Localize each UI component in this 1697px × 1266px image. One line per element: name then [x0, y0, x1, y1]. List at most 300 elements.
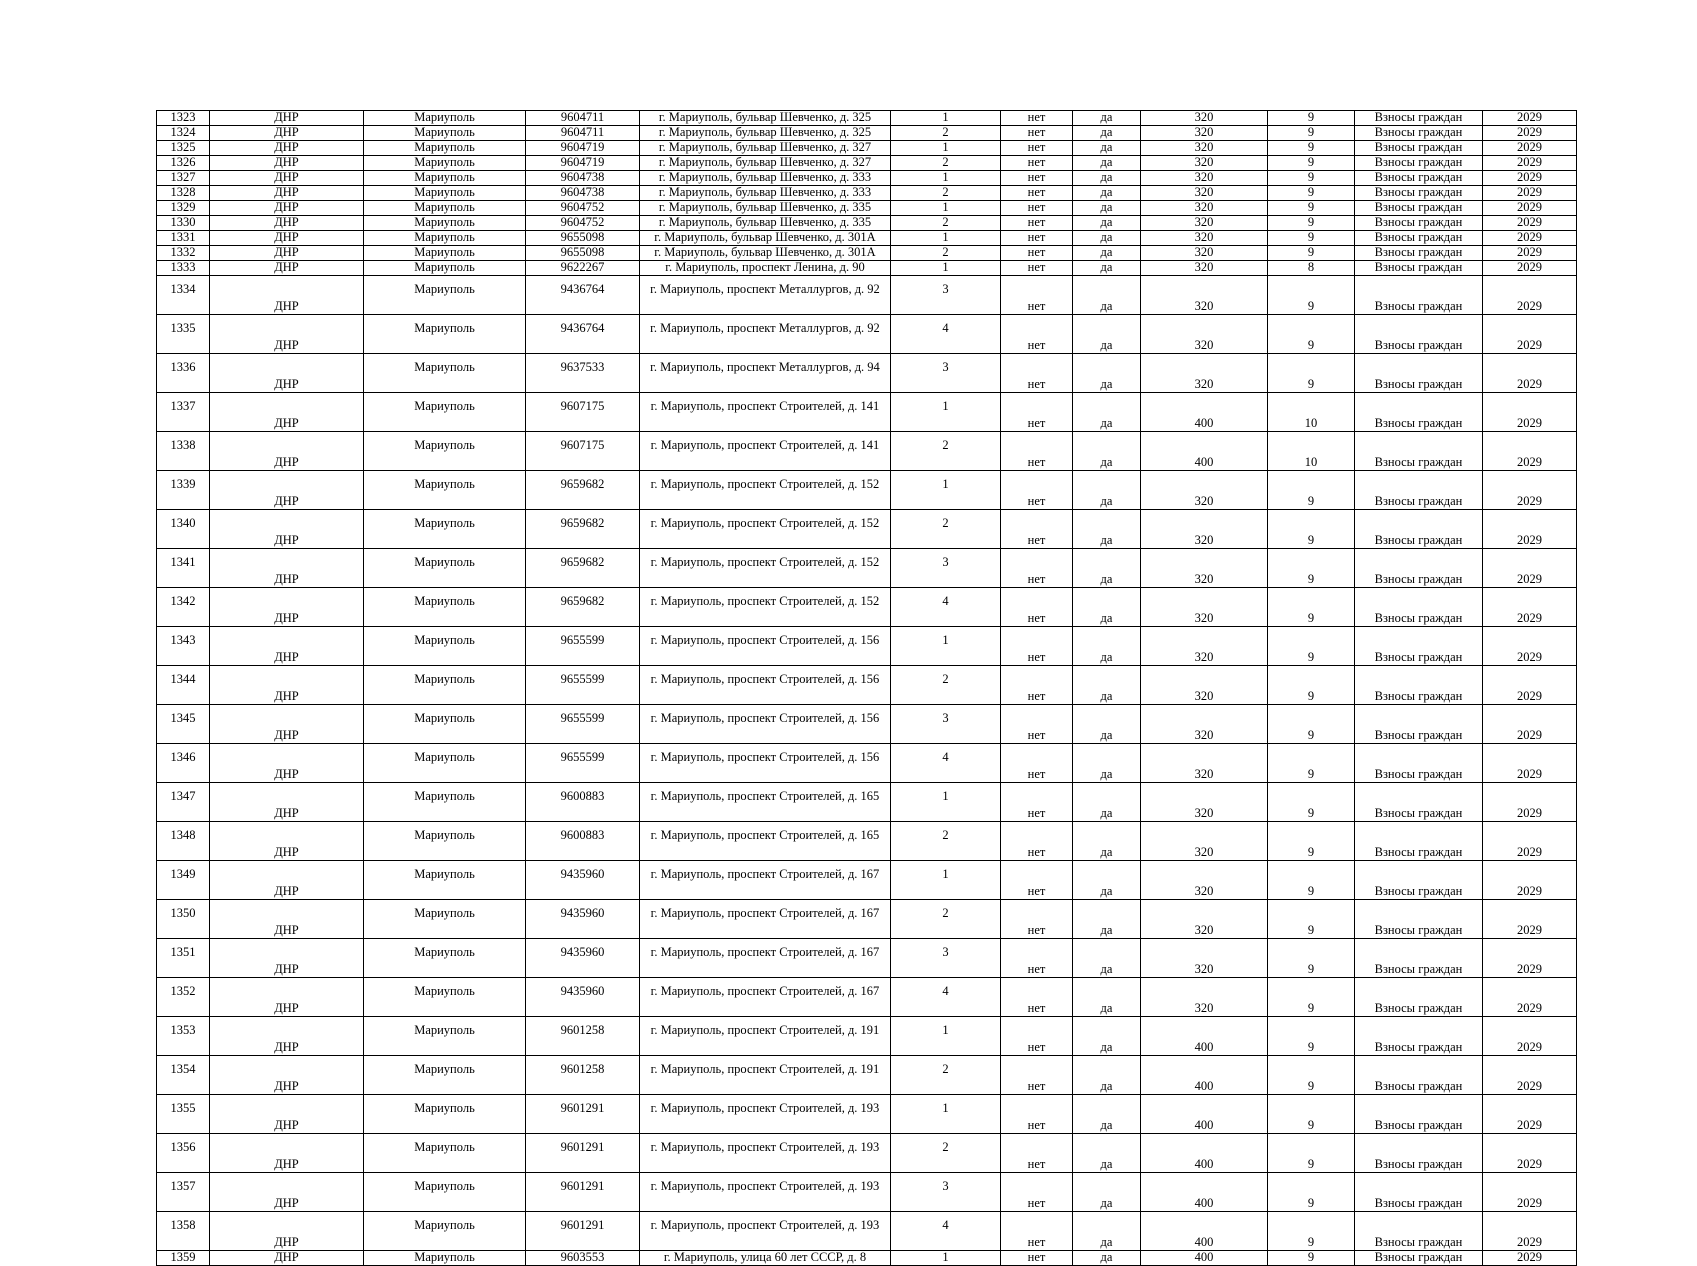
year-cell: 2029 — [1483, 246, 1577, 261]
year-cell: 2029 — [1483, 216, 1577, 231]
flag-1-cell: нет — [1001, 1173, 1073, 1212]
table-row — [157, 126, 1577, 141]
row-number-cell: 1358 — [157, 1212, 210, 1251]
funding-source-cell: Взносы граждан — [1355, 1134, 1483, 1173]
table-row — [157, 141, 1577, 156]
building-code-cell: 9435960 — [526, 861, 640, 900]
city-cell: Мариуполь — [364, 246, 526, 261]
region-cell: ДНР — [210, 1134, 364, 1173]
capacity-cell: 320 — [1141, 861, 1268, 900]
building-code-cell: 9659682 — [526, 471, 640, 510]
funding-source-cell: Взносы граждан — [1355, 393, 1483, 432]
flag-2-cell: да — [1073, 549, 1141, 588]
floors-cell: 9 — [1268, 471, 1355, 510]
capacity-cell: 400 — [1141, 1017, 1268, 1056]
building-code-cell: 9659682 — [526, 549, 640, 588]
year-cell: 2029 — [1483, 744, 1577, 783]
entrance-cell: 1 — [891, 111, 1001, 126]
row-number-cell: 1343 — [157, 627, 210, 666]
capacity-cell: 320 — [1141, 822, 1268, 861]
capacity-cell: 400 — [1141, 393, 1268, 432]
building-code-cell: 9600883 — [526, 822, 640, 861]
address-cell: г. Мариуполь, проспект Строителей, д. 165 — [640, 783, 891, 822]
address-cell: г. Мариуполь, проспект Строителей, д. 191 — [640, 1017, 891, 1056]
entrance-cell: 3 — [891, 276, 1001, 315]
entrance-cell: 4 — [891, 978, 1001, 1017]
entrance-cell: 1 — [891, 1095, 1001, 1134]
address-cell: г. Мариуполь, проспект Строителей, д. 156 — [640, 705, 891, 744]
funding-source-cell: Взносы граждан — [1355, 354, 1483, 393]
flag-1-cell: нет — [1001, 861, 1073, 900]
floors-cell: 9 — [1268, 156, 1355, 171]
funding-source-cell: Взносы граждан — [1355, 588, 1483, 627]
floors-cell: 9 — [1268, 510, 1355, 549]
region-cell: ДНР — [210, 126, 364, 141]
building-code-cell: 9435960 — [526, 939, 640, 978]
flag-1-cell: нет — [1001, 261, 1073, 276]
region-cell: ДНР — [210, 1173, 364, 1212]
year-cell: 2029 — [1483, 1173, 1577, 1212]
region-cell: ДНР — [210, 1251, 364, 1266]
region-cell: ДНР — [210, 939, 364, 978]
flag-1-cell: нет — [1001, 354, 1073, 393]
region-cell: ДНР — [210, 432, 364, 471]
address-cell: г. Мариуполь, проспект Строителей, д. 156 — [640, 627, 891, 666]
floors-cell: 9 — [1268, 1212, 1355, 1251]
address-cell: г. Мариуполь, проспект Строителей, д. 193 — [640, 1134, 891, 1173]
flag-1-cell: нет — [1001, 744, 1073, 783]
entrance-cell: 1 — [891, 1017, 1001, 1056]
funding-source-cell: Взносы граждан — [1355, 201, 1483, 216]
region-cell: ДНР — [210, 471, 364, 510]
entrance-cell: 2 — [891, 900, 1001, 939]
year-cell: 2029 — [1483, 627, 1577, 666]
row-number-cell: 1324 — [157, 126, 210, 141]
table-row — [157, 393, 1577, 432]
building-code-cell: 9601291 — [526, 1134, 640, 1173]
city-cell: Мариуполь — [364, 354, 526, 393]
year-cell: 2029 — [1483, 111, 1577, 126]
region-cell: ДНР — [210, 276, 364, 315]
building-code-cell: 9435960 — [526, 978, 640, 1017]
flag-1-cell: нет — [1001, 471, 1073, 510]
row-number-cell: 1350 — [157, 900, 210, 939]
building-code-cell: 9607175 — [526, 393, 640, 432]
funding-source-cell: Взносы граждан — [1355, 141, 1483, 156]
housing-register-table — [156, 110, 1577, 1266]
building-code-cell: 9436764 — [526, 276, 640, 315]
funding-source-cell: Взносы граждан — [1355, 705, 1483, 744]
flag-2-cell: да — [1073, 1212, 1141, 1251]
funding-source-cell: Взносы граждан — [1355, 246, 1483, 261]
row-number-cell: 1345 — [157, 705, 210, 744]
table-row — [157, 216, 1577, 231]
flag-2-cell: да — [1073, 261, 1141, 276]
funding-source-cell: Взносы граждан — [1355, 171, 1483, 186]
address-cell: г. Мариуполь, проспект Строителей, д. 193 — [640, 1212, 891, 1251]
floors-cell: 9 — [1268, 627, 1355, 666]
floors-cell: 9 — [1268, 141, 1355, 156]
row-number-cell: 1339 — [157, 471, 210, 510]
year-cell: 2029 — [1483, 201, 1577, 216]
funding-source-cell: Взносы граждан — [1355, 978, 1483, 1017]
funding-source-cell: Взносы граждан — [1355, 1017, 1483, 1056]
entrance-cell: 2 — [891, 1056, 1001, 1095]
region-cell: ДНР — [210, 1212, 364, 1251]
region-cell: ДНР — [210, 900, 364, 939]
table-row — [157, 471, 1577, 510]
city-cell: Мариуполь — [364, 216, 526, 231]
table-row — [157, 1251, 1577, 1266]
year-cell: 2029 — [1483, 939, 1577, 978]
funding-source-cell: Взносы граждан — [1355, 126, 1483, 141]
funding-source-cell: Взносы граждан — [1355, 744, 1483, 783]
table-row — [157, 1017, 1577, 1056]
flag-1-cell: нет — [1001, 705, 1073, 744]
flag-2-cell: да — [1073, 471, 1141, 510]
row-number-cell: 1328 — [157, 186, 210, 201]
city-cell: Мариуполь — [364, 432, 526, 471]
building-code-cell: 9601291 — [526, 1095, 640, 1134]
address-cell: г. Мариуполь, проспект Металлургов, д. 92 — [640, 276, 891, 315]
year-cell: 2029 — [1483, 783, 1577, 822]
building-code-cell: 9655098 — [526, 246, 640, 261]
entrance-cell: 4 — [891, 744, 1001, 783]
city-cell: Мариуполь — [364, 549, 526, 588]
year-cell: 2029 — [1483, 1251, 1577, 1266]
flag-1-cell: нет — [1001, 246, 1073, 261]
city-cell: Мариуполь — [364, 510, 526, 549]
floors-cell: 9 — [1268, 201, 1355, 216]
capacity-cell: 320 — [1141, 549, 1268, 588]
flag-1-cell: нет — [1001, 1251, 1073, 1266]
capacity-cell: 400 — [1141, 1251, 1268, 1266]
flag-2-cell: да — [1073, 354, 1141, 393]
city-cell: Мариуполь — [364, 1212, 526, 1251]
row-number-cell: 1349 — [157, 861, 210, 900]
floors-cell: 9 — [1268, 783, 1355, 822]
table-row — [157, 783, 1577, 822]
building-code-cell: 9659682 — [526, 510, 640, 549]
funding-source-cell: Взносы граждан — [1355, 231, 1483, 246]
table-row — [157, 666, 1577, 705]
entrance-cell: 1 — [891, 627, 1001, 666]
entrance-cell: 3 — [891, 549, 1001, 588]
address-cell: г. Мариуполь, бульвар Шевченко, д. 325 — [640, 126, 891, 141]
table-row — [157, 1212, 1577, 1251]
region-cell: ДНР — [210, 141, 364, 156]
table-row — [157, 1134, 1577, 1173]
capacity-cell: 320 — [1141, 111, 1268, 126]
region-cell: ДНР — [210, 744, 364, 783]
row-number-cell: 1359 — [157, 1251, 210, 1266]
entrance-cell: 1 — [891, 231, 1001, 246]
capacity-cell: 320 — [1141, 354, 1268, 393]
floors-cell: 9 — [1268, 1056, 1355, 1095]
year-cell: 2029 — [1483, 1212, 1577, 1251]
flag-2-cell: да — [1073, 510, 1141, 549]
address-cell: г. Мариуполь, бульвар Шевченко, д. 301А — [640, 231, 891, 246]
capacity-cell: 320 — [1141, 783, 1268, 822]
row-number-cell: 1341 — [157, 549, 210, 588]
city-cell: Мариуполь — [364, 201, 526, 216]
funding-source-cell: Взносы граждан — [1355, 111, 1483, 126]
address-cell: г. Мариуполь, проспект Строителей, д. 193 — [640, 1095, 891, 1134]
building-code-cell: 9622267 — [526, 261, 640, 276]
flag-2-cell: да — [1073, 393, 1141, 432]
funding-source-cell: Взносы граждан — [1355, 186, 1483, 201]
row-number-cell: 1340 — [157, 510, 210, 549]
region-cell: ДНР — [210, 354, 364, 393]
year-cell: 2029 — [1483, 186, 1577, 201]
building-code-cell: 9607175 — [526, 432, 640, 471]
address-cell: г. Мариуполь, проспект Строителей, д. 156 — [640, 666, 891, 705]
entrance-cell: 3 — [891, 1173, 1001, 1212]
flag-2-cell: да — [1073, 1134, 1141, 1173]
city-cell: Мариуполь — [364, 1056, 526, 1095]
flag-1-cell: нет — [1001, 231, 1073, 246]
capacity-cell: 320 — [1141, 141, 1268, 156]
table-row — [157, 705, 1577, 744]
address-cell: г. Мариуполь, бульвар Шевченко, д. 301А — [640, 246, 891, 261]
year-cell: 2029 — [1483, 393, 1577, 432]
entrance-cell: 1 — [891, 471, 1001, 510]
capacity-cell: 320 — [1141, 201, 1268, 216]
funding-source-cell: Взносы граждан — [1355, 261, 1483, 276]
table-row — [157, 231, 1577, 246]
capacity-cell: 320 — [1141, 705, 1268, 744]
floors-cell: 8 — [1268, 261, 1355, 276]
city-cell: Мариуполь — [364, 393, 526, 432]
floors-cell: 9 — [1268, 186, 1355, 201]
capacity-cell: 320 — [1141, 156, 1268, 171]
year-cell: 2029 — [1483, 315, 1577, 354]
table-row — [157, 156, 1577, 171]
row-number-cell: 1348 — [157, 822, 210, 861]
capacity-cell: 320 — [1141, 744, 1268, 783]
flag-2-cell: да — [1073, 1095, 1141, 1134]
region-cell: ДНР — [210, 978, 364, 1017]
year-cell: 2029 — [1483, 126, 1577, 141]
region-cell: ДНР — [210, 201, 364, 216]
capacity-cell: 320 — [1141, 246, 1268, 261]
building-code-cell: 9601258 — [526, 1017, 640, 1056]
entrance-cell: 1 — [891, 393, 1001, 432]
row-number-cell: 1338 — [157, 432, 210, 471]
building-code-cell: 9601291 — [526, 1173, 640, 1212]
table-row — [157, 588, 1577, 627]
capacity-cell: 400 — [1141, 1212, 1268, 1251]
building-code-cell: 9601258 — [526, 1056, 640, 1095]
year-cell: 2029 — [1483, 156, 1577, 171]
flag-2-cell: да — [1073, 822, 1141, 861]
floors-cell: 9 — [1268, 231, 1355, 246]
building-code-cell: 9604738 — [526, 186, 640, 201]
flag-2-cell: да — [1073, 201, 1141, 216]
year-cell: 2029 — [1483, 231, 1577, 246]
floors-cell: 9 — [1268, 1017, 1355, 1056]
city-cell: Мариуполь — [364, 822, 526, 861]
address-cell: г. Мариуполь, проспект Строителей, д. 165 — [640, 822, 891, 861]
entrance-cell: 4 — [891, 315, 1001, 354]
year-cell: 2029 — [1483, 276, 1577, 315]
flag-2-cell: да — [1073, 666, 1141, 705]
city-cell: Мариуполь — [364, 1173, 526, 1212]
entrance-cell: 2 — [891, 432, 1001, 471]
city-cell: Мариуполь — [364, 1251, 526, 1266]
row-number-cell: 1334 — [157, 276, 210, 315]
entrance-cell: 2 — [891, 666, 1001, 705]
funding-source-cell: Взносы граждан — [1355, 510, 1483, 549]
address-cell: г. Мариуполь, проспект Строителей, д. 141 — [640, 432, 891, 471]
funding-source-cell: Взносы граждан — [1355, 666, 1483, 705]
region-cell: ДНР — [210, 705, 364, 744]
row-number-cell: 1332 — [157, 246, 210, 261]
address-cell: г. Мариуполь, проспект Ленина, д. 90 — [640, 261, 891, 276]
building-code-cell: 9655599 — [526, 666, 640, 705]
flag-2-cell: да — [1073, 1017, 1141, 1056]
year-cell: 2029 — [1483, 141, 1577, 156]
row-number-cell: 1352 — [157, 978, 210, 1017]
table-row — [157, 1056, 1577, 1095]
city-cell: Мариуполь — [364, 186, 526, 201]
city-cell: Мариуполь — [364, 1134, 526, 1173]
year-cell: 2029 — [1483, 261, 1577, 276]
region-cell: ДНР — [210, 627, 364, 666]
entrance-cell: 1 — [891, 141, 1001, 156]
flag-1-cell: нет — [1001, 588, 1073, 627]
year-cell: 2029 — [1483, 1056, 1577, 1095]
flag-2-cell: да — [1073, 246, 1141, 261]
flag-1-cell: нет — [1001, 666, 1073, 705]
table-row — [157, 822, 1577, 861]
region-cell: ДНР — [210, 822, 364, 861]
region-cell: ДНР — [210, 171, 364, 186]
entrance-cell: 2 — [891, 822, 1001, 861]
flag-1-cell: нет — [1001, 111, 1073, 126]
city-cell: Мариуполь — [364, 315, 526, 354]
building-code-cell: 9604711 — [526, 111, 640, 126]
region-cell: ДНР — [210, 783, 364, 822]
address-cell: г. Мариуполь, бульвар Шевченко, д. 327 — [640, 141, 891, 156]
address-cell: г. Мариуполь, бульвар Шевченко, д. 335 — [640, 201, 891, 216]
region-cell: ДНР — [210, 861, 364, 900]
city-cell: Мариуполь — [364, 141, 526, 156]
row-number-cell: 1333 — [157, 261, 210, 276]
entrance-cell: 3 — [891, 939, 1001, 978]
address-cell: г. Мариуполь, проспект Строителей, д. 167 — [640, 978, 891, 1017]
entrance-cell: 1 — [891, 861, 1001, 900]
capacity-cell: 320 — [1141, 315, 1268, 354]
flag-1-cell: нет — [1001, 1212, 1073, 1251]
flag-1-cell: нет — [1001, 201, 1073, 216]
row-number-cell: 1353 — [157, 1017, 210, 1056]
address-cell: г. Мариуполь, проспект Строителей, д. 193 — [640, 1173, 891, 1212]
table-row — [157, 1095, 1577, 1134]
row-number-cell: 1356 — [157, 1134, 210, 1173]
city-cell: Мариуполь — [364, 111, 526, 126]
row-number-cell: 1330 — [157, 216, 210, 231]
year-cell: 2029 — [1483, 1134, 1577, 1173]
table-row — [157, 261, 1577, 276]
flag-1-cell: нет — [1001, 978, 1073, 1017]
funding-source-cell: Взносы граждан — [1355, 1056, 1483, 1095]
funding-source-cell: Взносы граждан — [1355, 1095, 1483, 1134]
floors-cell: 9 — [1268, 171, 1355, 186]
city-cell: Мариуполь — [364, 783, 526, 822]
flag-1-cell: нет — [1001, 1017, 1073, 1056]
flag-1-cell: нет — [1001, 156, 1073, 171]
region-cell: ДНР — [210, 216, 364, 231]
city-cell: Мариуполь — [364, 861, 526, 900]
city-cell: Мариуполь — [364, 588, 526, 627]
table-row — [157, 627, 1577, 666]
capacity-cell: 320 — [1141, 939, 1268, 978]
flag-1-cell: нет — [1001, 186, 1073, 201]
floors-cell: 9 — [1268, 822, 1355, 861]
city-cell: Мариуполь — [364, 261, 526, 276]
floors-cell: 9 — [1268, 246, 1355, 261]
address-cell: г. Мариуполь, проспект Строителей, д. 191 — [640, 1056, 891, 1095]
year-cell: 2029 — [1483, 588, 1577, 627]
flag-2-cell: да — [1073, 861, 1141, 900]
region-cell: ДНР — [210, 261, 364, 276]
address-cell: г. Мариуполь, проспект Строителей, д. 167 — [640, 861, 891, 900]
table-body — [157, 111, 1577, 1266]
flag-2-cell: да — [1073, 231, 1141, 246]
capacity-cell: 320 — [1141, 627, 1268, 666]
floors-cell: 9 — [1268, 549, 1355, 588]
floors-cell: 9 — [1268, 315, 1355, 354]
building-code-cell: 9659682 — [526, 588, 640, 627]
city-cell: Мариуполь — [364, 978, 526, 1017]
flag-1-cell: нет — [1001, 1095, 1073, 1134]
address-cell: г. Мариуполь, проспект Строителей, д. 152 — [640, 510, 891, 549]
floors-cell: 9 — [1268, 939, 1355, 978]
capacity-cell: 400 — [1141, 1173, 1268, 1212]
floors-cell: 9 — [1268, 978, 1355, 1017]
capacity-cell: 400 — [1141, 432, 1268, 471]
capacity-cell: 320 — [1141, 171, 1268, 186]
funding-source-cell: Взносы граждан — [1355, 276, 1483, 315]
flag-2-cell: да — [1073, 783, 1141, 822]
address-cell: г. Мариуполь, проспект Строителей, д. 152 — [640, 549, 891, 588]
entrance-cell: 1 — [891, 201, 1001, 216]
entrance-cell: 2 — [891, 1134, 1001, 1173]
entrance-cell: 3 — [891, 354, 1001, 393]
building-code-cell: 9655599 — [526, 744, 640, 783]
city-cell: Мариуполь — [364, 276, 526, 315]
floors-cell: 9 — [1268, 705, 1355, 744]
city-cell: Мариуполь — [364, 471, 526, 510]
address-cell: г. Мариуполь, проспект Строителей, д. 152 — [640, 588, 891, 627]
building-code-cell: 9655599 — [526, 627, 640, 666]
flag-2-cell: да — [1073, 126, 1141, 141]
year-cell: 2029 — [1483, 900, 1577, 939]
row-number-cell: 1335 — [157, 315, 210, 354]
city-cell: Мариуполь — [364, 939, 526, 978]
city-cell: Мариуполь — [364, 126, 526, 141]
capacity-cell: 320 — [1141, 666, 1268, 705]
floors-cell: 9 — [1268, 1134, 1355, 1173]
building-code-cell: 9637533 — [526, 354, 640, 393]
floors-cell: 9 — [1268, 861, 1355, 900]
capacity-cell: 320 — [1141, 261, 1268, 276]
funding-source-cell: Взносы граждан — [1355, 432, 1483, 471]
capacity-cell: 320 — [1141, 216, 1268, 231]
capacity-cell: 320 — [1141, 471, 1268, 510]
funding-source-cell: Взносы граждан — [1355, 216, 1483, 231]
